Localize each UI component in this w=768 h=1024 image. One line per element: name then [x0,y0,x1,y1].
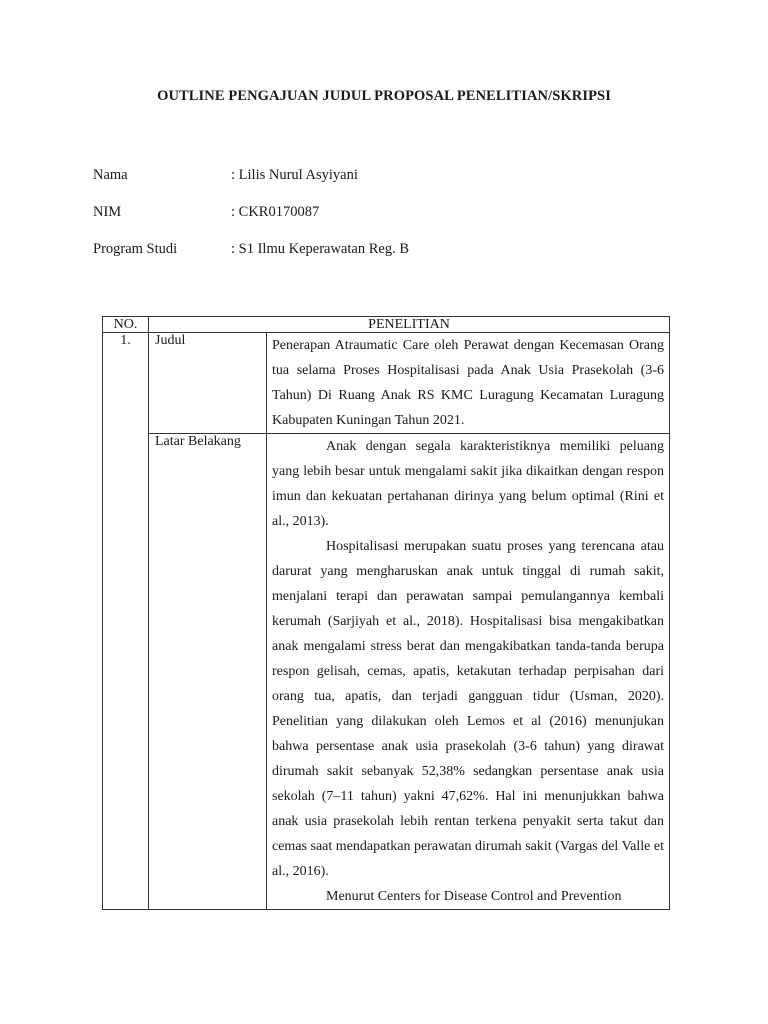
info-value: : CKR0170087 [231,204,320,220]
latar-belakang-label: Latar Belakang [149,434,267,910]
judul-text: Penerapan Atraumatic Care oleh Perawat dengan Kecemasan Orang tua selama Proses Hospitalisasi pada Anak Usia Prasekolah (3-6 Tahun) Di Ruang Anak RS KMC Luragung Kecamatan Luragung Kabupaten Kuningan Tahun 2021. [267,333,670,434]
info-value: : S1 Ilmu Keperawatan Reg. B [231,241,409,257]
judul-label: Judul [149,333,267,434]
table-header-row [103,317,670,333]
info-label: Nama [93,167,128,183]
row-number: 1. [103,333,149,910]
document-title: OUTLINE PENGAJUAN JUDUL PROPOSAL PENELITIAN/SKRIPSI [157,88,611,104]
outline-table [102,316,670,910]
info-label: NIM [93,204,122,220]
table-row-judul [103,333,670,434]
paragraph: Anak dengan segala karakteristiknya memiliki peluang yang lebih besar untuk mengalami sakit jika dikaitkan dengan respon imun dan kekuatan pertahanan dirinya yang belum optimal (Rini et al., 2013). [272,439,664,529]
info-label: Program Studi [93,241,178,257]
header-no: NO. [103,317,149,333]
table-row-latar-belakang [103,434,670,910]
info-value: : Lilis Nurul Asyiyani [231,167,358,183]
latar-belakang-text [267,434,670,910]
paragraph: Menurut Centers for Disease Control and Prevention [326,889,622,904]
header-penelitian: PENELITIAN [149,317,670,333]
paragraph: Hospitalisasi merupakan suatu proses yang terencana atau darurat yang mengharuskan anak untuk tinggal di rumah sakit, menjalani terapi dan perawatan sampai pemulangannya kembali kerumah (Sarjiyah et al., 2018). Hospitalisasi bisa mengakibatkan anak mengalami stress berat dan mengakibatkan tanda-tanda berupa respon gelisah, cemas, apatis, ketakutan terhadap perpisahan dari orang tua, apatis, dan terjadi gangguan tidur (Usman, 2020). Penelitian yang dilakukan oleh Lemos et al (2016) menunjukan bahwa persentase anak usia prasekolah (3-6 tahun) yang dirawat dirumah sakit sebanyak 52,38% sedangkan persentase anak usia sekolah (7–11 tahun) yakni 47,62%. Hal ini menunjukkan bahwa anak usia prasekolah lebih rentan terkena penyakit serta takut dan cemas saat mendapatkan perawatan dirumah sakit (Vargas del Valle et al., 2016). [272,539,664,879]
